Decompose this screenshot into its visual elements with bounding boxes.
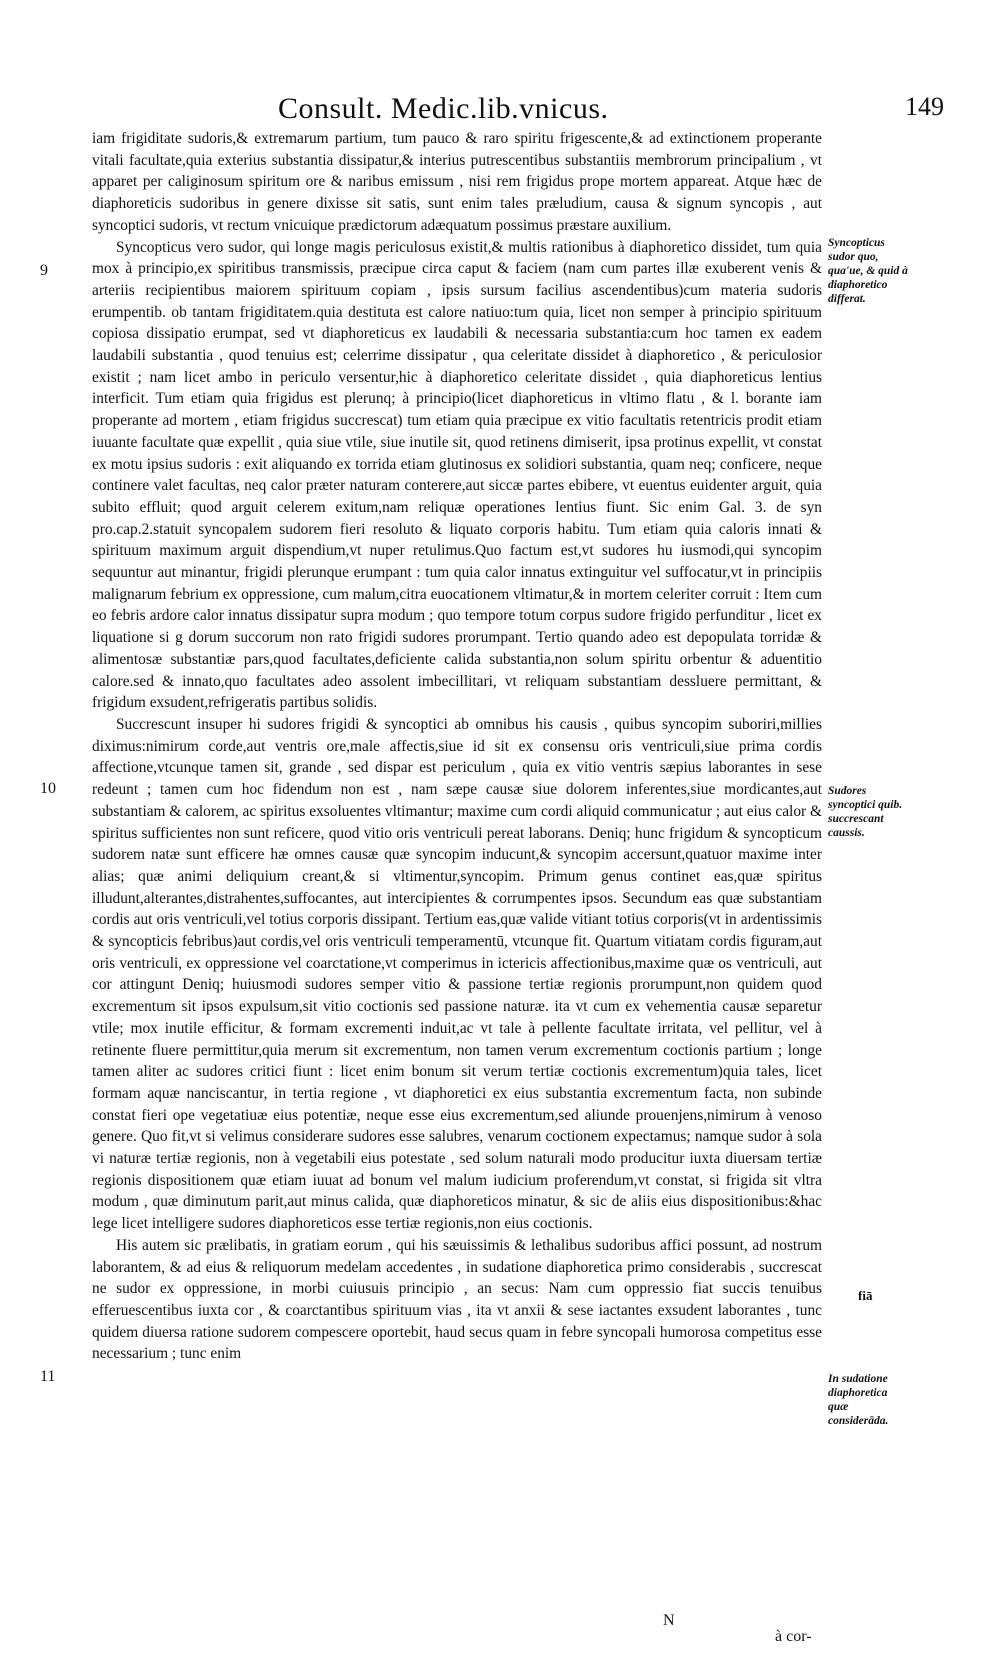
- signature-mark: N: [663, 1612, 675, 1629]
- margin-number-11: 11: [40, 1368, 56, 1385]
- page-footer: [0, 1612, 1000, 1652]
- margin-note-sudores: Sudores syncoptici quib. succrescant caussis.: [828, 785, 903, 839]
- paragraph-1: iam frigiditate sudoris,& extremarum partium, tum pauco & raro spiritu frigescente,& ad extinctionem properante vitali facultate,quia exterius substantia dissipatur,& interius putrescentibus substantiis membrorum principalium , vt apparet per caliginosum spiritum ore & naribus emissum , nisi rem frigidus prope mortem appareat. Atque hæc de diaphoreticis sudoribus in genere dixisse sit satis, sunt enim tales præludium, causa & signum syncopis , aut syncoptici sudoris, vt rectum vnicuique prædictorum adæquatum possimus præstare auxilium.: [92, 130, 822, 234]
- margin-mark: fiā: [858, 1288, 873, 1303]
- page-number: 149: [905, 92, 944, 121]
- paragraph-4: His autem sic prælibatis, in gratiam eorum , qui his sæuissimis & lethalibus sudoribus affici possunt, ad nostrum laborantem, & ad eius & reliquorum medelam accedentes , in sudatione diaphoretica primo considerabis , succrescat ne sudor ex oppressione, in morbi cuiusuis principio , an secus: Nam cum oppressio fiat succis tenuibus efferuescentibus iuxta cor , & coarctantibus spirituum vias , ita vt anxii & sese iactantes exsudent laborantes , tunc quidem diuersa ratione sudorem compescere oportebit, haud secus quam in febre syncopali humorosa competitus esse necessarium ; tunc enim: [92, 1236, 822, 1363]
- paragraph-3: Succrescunt insuper hi sudores frigidi & syncoptici ab omnibus his causis , quibus syncopim suboriri,millies diximus:nimirum corde,aut ventris ore,male affectis,siue id sit ex consensu oris ventriculi,siue prima cordis affectione,vtcunque tamen sit, grande , sed dispar est periculum , quia ex vitio ventris sæpius laborantes in sese redeunt ; tamen cum hoc fidendum non est , nam sæpe causæ siue dolorem inferentes,siue mordicantes,aut substantiam & calorem, ac spiritus exsoluentes vltimantur; maxime cum cordi aliquid communicatur ; aut eius calor & spiritus sufficientes non sunt reficere, quod vitio oris ventriculi pereat laborans. Deniq; hunc frigidum & syncopticum sudorem natæ sunt efficere hæ omnes causæ quæ syncopim inducunt,& syncopim accersunt,quatuor maxime inter alias; quæ animi deliquium creant,& si vltimentur,syncopim. Primum genus continet eas,quæ spiritus illudunt,alterantes,distrahentes,suffocantes, aut intercipientes & corrumpentes ipsos. Secundum eas quæ substantiam cordis aut oris ventriculi,vel totius corporis dissipant. Tertium eas,quæ valide vitiant totius corporis(vt in ardentissimis & syncopticis febribus)aut cordis,vel oris ventriculi temperamentū, vtcunque fit. Quartum vitiatam cordis figuram,aut oris ventriculi, ex oppressione vel coarctatione,vt comperimus in ictericis affectionibus,maxime quæ os ventriculi, aut cor attingunt Deniq; huiusmodi sudores semper vitio & passione tertiæ regionis prorumpunt,non quidem quod excrementum sit ipsos expulsum,sit vitio coctionis sed passione naturæ. ita vt cum ex vehementia causæ separetur vtile; mox inutile efficitur, & formam excrementi induit,ac vt tale à pellente facultate irritata, vel pellitur, vel à retinente fluere permittitur,quia merum sit excrementum, non tamen verum excrementum coctionis partium ; longe tamen aliter ac sudores critici fiunt : licet enim bonum sit verum tertiæ coctionis excrementum)quia tales, licet formam aquæ nanciscantur, in tertia regione , vt diaphoretici ex eius substantia excrementum facta, non subinde constat fieri ope vegetatiuæ eius potentiæ, neque esse eius excrementum,sed aliunde prouenjens,nimirum à venoso genere. Quo fit,vt si velimus considerare sudores esse salubres, venarum coctionem expectamus; namque sudor à sola vi naturæ tertiæ regionis, non à vegetabili eius potestate , sed solum naturali modo producitur iuxta diuersam tertiæ regionis dispositionem quæ etiam iuuat ad bonum vel malum iudicium proferendum,vt constat, si frigida sit vltra modum , quæ diminutum parit,aut minus calida, quæ diaphoreticos minatur, & sic de aliis eius dispositionibus:&hac lege licet intelligere sudores diaphoreticos esse tertiæ regionis,non eius coctionis.: [92, 715, 822, 1233]
- body-text: [92, 128, 822, 1365]
- margin-note-syncopticus: Syncopticus sudor quo, qua'ue, & quid à diaphoretico differat.: [828, 237, 908, 305]
- running-title: Consult. Medic.lib.vnicus.: [278, 92, 609, 125]
- catchword: à cor-: [775, 1628, 812, 1645]
- page-header: [0, 92, 1000, 132]
- margin-note-sudatione: In sudatione diaphoretica quæ considerāda.: [828, 1373, 889, 1427]
- paragraph-2: Syncopticus vero sudor, qui longe magis periculosus existit,& multis rationibus à diaphoretico dissidet, tum quia mox à principio,ex spiritibus transmissis, præcipue circa caput & faciem (nam cum partes illæ exuberent venis & arteriis recipientibus maiorem spirituum copiam , ipsis sursum facilius ascendentibus)cum materia sudoris erumpentib. ob tantam frigiditatem.quia destituta est calore natiuo:tum quia, licet non semper à principio spirituum copiosa dissipatio erumpat, sed vt diaphoreticus ex laudabili & necessaria substantia:cum hoc tamen ex eadem laudabili substantia , quod tenuius est; celerrime dissipatur , qua celeritate dissidet à diaphoretico , & periculosior existit ; nam licet ambo in periculo versentur,hic à diaphoretico celeritate dissidet , quia diaphoreticus lentius interficit. Tum etiam quia frigidus est plerunq; à principio(licet diaphoreticus in vltimo flatu , & l. borante iam properante ad mortem , etiam frigidus succrescat) tum etiam quia præcipue ex vitio facultatis retentricis prodit etiam iuuante facultate quæ expellit , quia siue vtile, siue inutile sit, quod retinens dimiserit, ipsa protinus expellit, vt constat ex motu ipsius sudoris : exit aliquando ex torrida etiam glutinosus ex solidiori substantia, quam neq; conficere, neque continere valet facultas, neq calor præter naturam conterere,aut siccæ partes ebibere, vt euentus euidenter arguit, quia subito effluit; quod arguit celerem exitum,nam reliquæ operationes lentius fiunt. Sic enim Gal. 3. de syn pro.cap.2.statuit syncopalem sudorem fieri resoluto & liquato corporis habitu. Tum etiam quia caloris innati & spirituum maximum arguit dispendium,vt nuper retulimus.Quo factum est,vt sudores hu iusmodi,qui syncopim sequuntur aut minantur, frigidi plerunque erumpant : tum quia calor innatus extinguitur vel suffocatur,vt in principiis malignarum febrium ex oppressione, cum malum,citra euocationem vltimatur,& in mortem celeriter corruit : Item cum eo febris ardore calor innatus dissipatur supra modum ; quo tempore totum corpus sudore frigido perfunditur , licet ex liquatione si g dorum succorum non rato frigidi sudores prorumpant. Tertio quando adeo est depopulata torridæ & alimentosæ substantiæ pars,quod facultates,deficiente calida substantia,non solum spiritu orbentur & aduentitio calore.sed & innato,quo facultates adeo assolent imbecillitari, vt reliquam substantiam dessluere permittant, & frigidum exsudent,refrigeratis partibus solidis.: [92, 238, 822, 712]
- margin-number-9: 9: [40, 262, 48, 279]
- margin-number-10: 10: [40, 780, 56, 797]
